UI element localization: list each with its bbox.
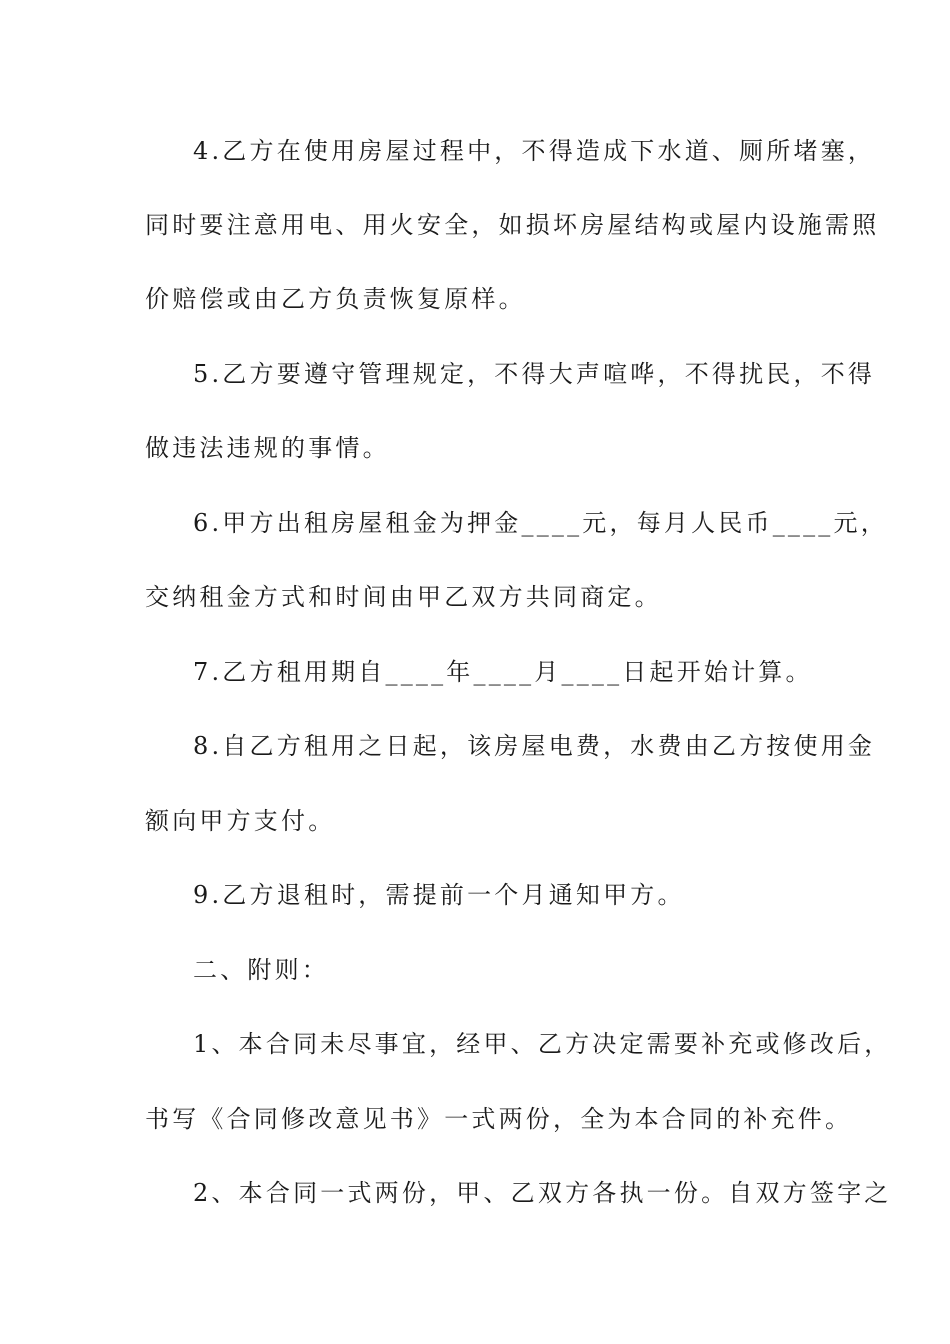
clause-6-line-2: 交纳租金方式和时间由甲乙双方共同商定。 [145, 583, 662, 611]
clause-8-line-1: 8.自乙方租用之日起，该房屋电费，水费由乙方按使用金 [193, 732, 876, 760]
appendix-2-line-1: 2、本合同一式两份，甲、乙双方各执一份。自双方签字之 [193, 1179, 892, 1207]
appendix-1-line-1: 1、本合同未尽事宜，经甲、乙方决定需要补充或修改后， [193, 1030, 892, 1058]
clause-9-line-1: 9.乙方退租时，需提前一个月通知甲方。 [193, 881, 685, 909]
appendix-1-line-2: 书写《合同修改意见书》一式两份，全为本合同的补充件。 [145, 1105, 853, 1133]
clause-4-line-3: 价赔偿或由乙方负责恢复原样。 [145, 285, 526, 313]
clause-6-line-1: 6.甲方出租房屋租金为押金____元，每月人民币____元， [193, 509, 888, 537]
clause-8-line-2: 额向甲方支付。 [145, 807, 336, 835]
section-heading-appendix: 二、附则： [193, 956, 329, 984]
clause-5-line-1: 5.乙方要遵守管理规定，不得大声喧哗，不得扰民，不得 [193, 360, 876, 388]
clause-4-line-2: 同时要注意用电、用火安全，如损坏房屋结构或屋内设施需照 [145, 211, 880, 239]
clause-4-line-1: 4.乙方在使用房屋过程中，不得造成下水道、厕所堵塞， [193, 137, 876, 165]
clause-7-line-1: 7.乙方租用期自____年____月____日起开始计算。 [193, 658, 813, 686]
clause-5-line-2: 做违法违规的事情。 [145, 434, 390, 462]
